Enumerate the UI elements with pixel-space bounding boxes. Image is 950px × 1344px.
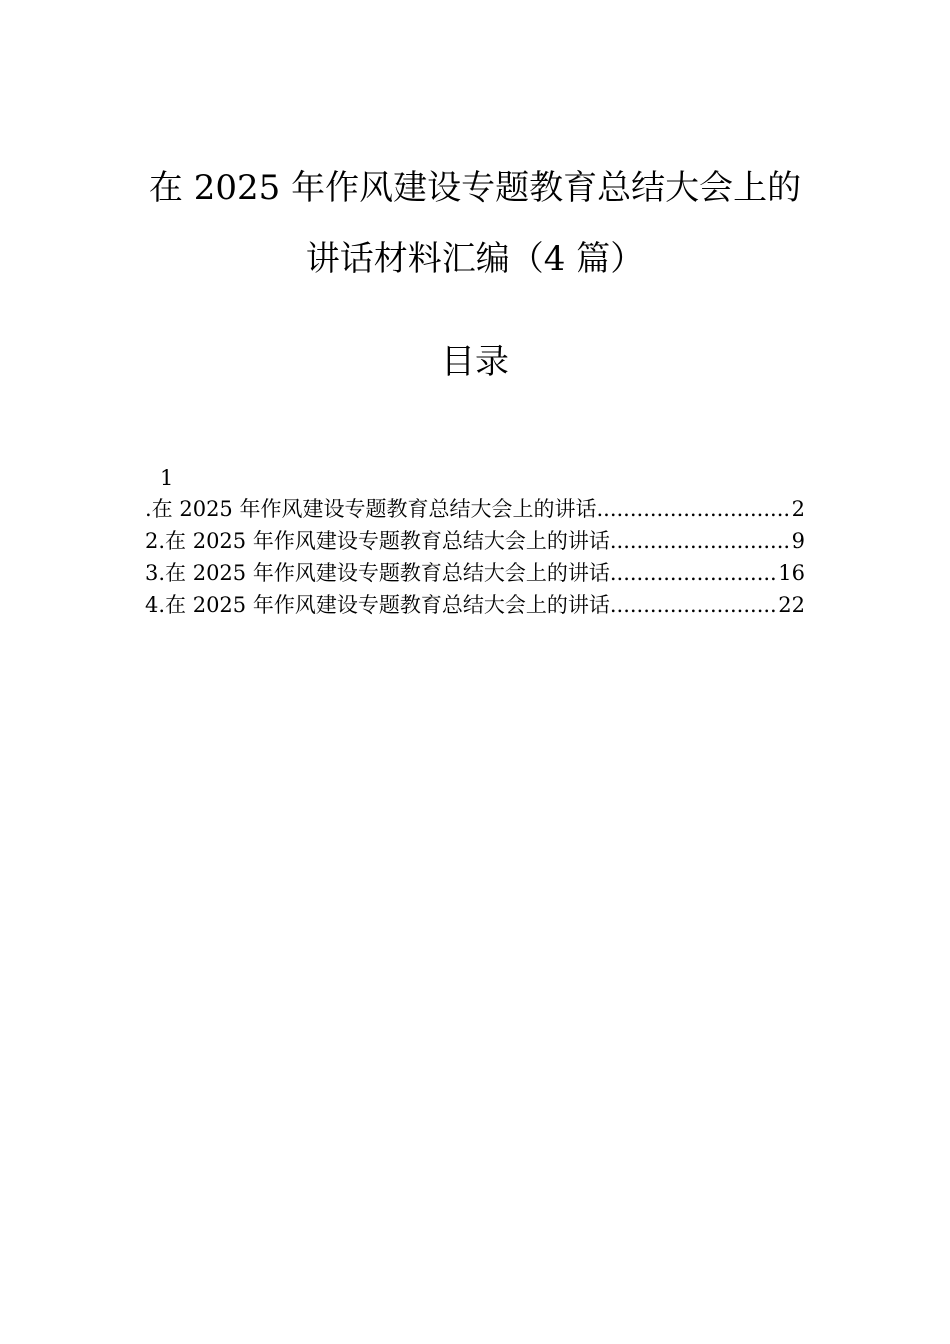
toc-entry-page: 9 <box>791 529 805 553</box>
toc-heading: 目录 <box>441 342 509 382</box>
table-of-contents <box>145 463 805 621</box>
toc-entry[interactable] <box>145 557 805 589</box>
toc-entry-title: 3.在 2025 年作风建设专题教育总结大会上的讲话 <box>145 561 610 585</box>
toc-entry-title: .在 2025 年作风建设专题教育总结大会上的讲话 <box>145 497 597 521</box>
toc-first-number: 1 <box>160 466 174 490</box>
document-title-line-1: 在 2025 年作风建设专题教育总结大会上的 <box>148 168 802 208</box>
toc-dot-leader <box>596 493 791 525</box>
toc-dot-leader <box>610 525 792 557</box>
toc-entry-title: 4.在 2025 年作风建设专题教育总结大会上的讲话 <box>145 593 610 617</box>
toc-entry-page: 16 <box>778 561 805 585</box>
document-title-line-2: 讲话材料汇编（4 篇） <box>305 239 645 279</box>
toc-entry[interactable] <box>145 525 805 557</box>
toc-entry[interactable] <box>145 589 805 621</box>
toc-dot-leader <box>610 557 778 589</box>
toc-dot-leader <box>610 589 778 621</box>
toc-entry[interactable] <box>145 493 805 525</box>
toc-entry-page: 22 <box>778 593 805 617</box>
toc-entry-title: 2.在 2025 年作风建设专题教育总结大会上的讲话 <box>145 529 610 553</box>
toc-entry-page: 2 <box>791 497 805 521</box>
